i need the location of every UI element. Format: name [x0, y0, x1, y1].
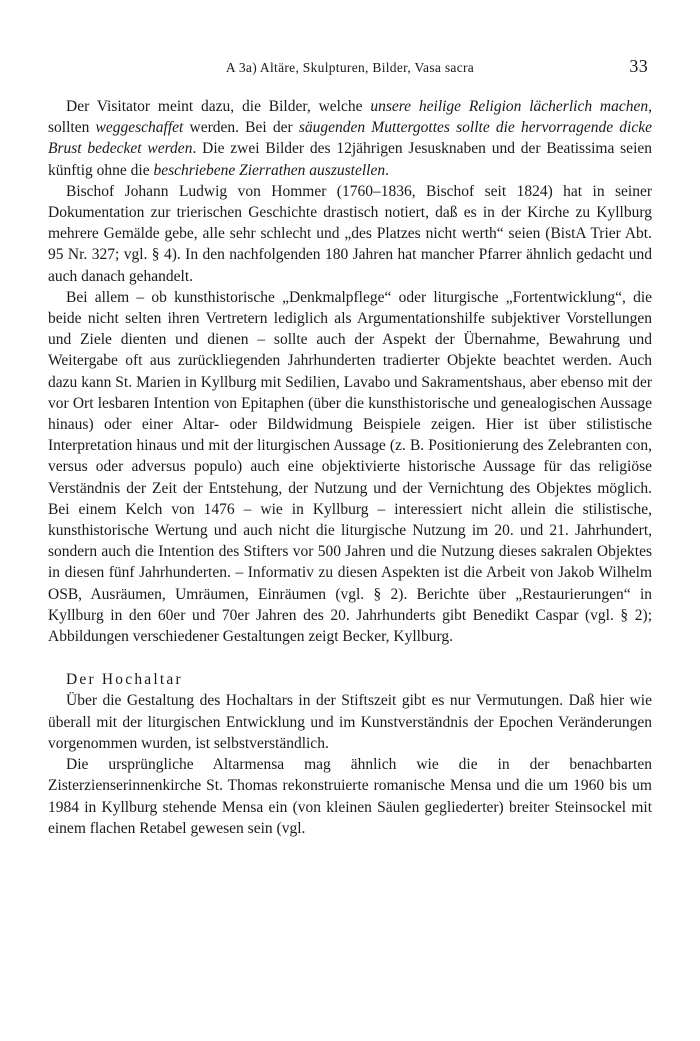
- page-number: 33: [629, 56, 648, 76]
- running-title: A 3a) Altäre, Skulpturen, Bilder, Vasa sacra: [225, 60, 475, 75]
- italic-quote: beschriebene Zierrathen auszustellen: [153, 161, 386, 179]
- text-run: werden. Bei der: [183, 119, 299, 137]
- section-paragraph: Über die Gestaltung des Hochaltars in der Stiftszeit gibt es nur Vermutungen. Daß hier wie überall mit der liturgischen Entwicklung und im Kunstverständnis der Epochen Veränderungen vorgenommen wurden, ist selbstverständlich.: [48, 692, 652, 752]
- section-paragraph: Die ursprüngliche Altarmensa mag ähnlich wie die in der benachbarten Zisterzienserinnenkirche St. Thomas rekonstruierte romanische Mensa und die um 1960 bis um 1984 in Kyllburg stehende Mensa ein (von kleinen Säulen gegliederter) breiter Steinsockel mit einem flachen Retabel gewesen sein (vgl.: [48, 756, 652, 837]
- text-run: Bischof Johann Ludwig von Hommer (1760–1836, Bischof seit 1824) hat in seiner Dokumentation zur trierischen Geschichte drastisch notiert, daß es in der Kirche zu Kyllburg mehrere Gemälde gebe, alle sehr schlecht und „des Platzes nicht werth“ seien (BistA Trier Abt. 95 Nr. 327; vgl. § 4). In den nachfolgenden 180 Jahren hat mancher Pfarrer ähnlich gedacht und auch danach gehandelt.: [48, 182, 652, 285]
- text-run: . Die zwei Bilder des 12jährigen Jesusknaben und der Beatissima seien künftig ohne die: [48, 140, 653, 179]
- italic-quote: säugenden Muttergottes sollte die hervorragende dicke Brust bedecket werden: [48, 119, 652, 158]
- body-text: [48, 96, 652, 839]
- italic-quote: weggeschaffet: [95, 119, 184, 137]
- paragraph: [48, 287, 652, 647]
- running-head: [48, 56, 652, 82]
- section-heading: Der Hochaltar: [66, 671, 183, 689]
- paragraph: [48, 96, 652, 181]
- text-run: , sollten: [48, 98, 652, 137]
- italic-quote: unsere heilige Religion lächerlich machen: [370, 98, 649, 115]
- book-page: [48, 56, 652, 839]
- text-run: Der Visitator meint dazu, die Bilder, welche: [66, 98, 371, 115]
- text-run: Bei allem – ob kunsthistorische „Denkmalpflege“ oder liturgische „Fortentwicklung“, die beide nicht selten ihren Vertretern lediglich als Argumentationshilfe subjektiver Vorstellungen und Ziele dienten und dienen – sollte auch der Aspekt der Übernahme, Bewahrung und Weitergabe oft aus zurückliegenden Jahrhunderten tradierter Objekte beachtet werden. Auch dazu kann St. Marien in Kyllburg mit Sedilien, Lavabo und Sakramentshaus, aber ebenso mit der vor Ort lesbaren Intention von Epitaphen (über die kunsthistorische und genealogischen Aussage hinaus) oder einer Altar- oder Bildwidmung Beispiele zeigen. Hier ist über stilistische Interpretation hinaus und mit der liturgischen Aussage (z. B. Positionierung des Zelebranten con, versus oder adversus populo) auch eine objektivierte historische Aussage für das religiöse Verständnis der Zeit der Entstehung, der Nutzung und der Vernichtung des Objektes möglich. Bei einem Kelch von 1476 – wie in Kyllburg – interessiert nicht allein die stilistische, kunsthistorische Wertung und auch nicht die liturgische Nutzung im 20. und 21. Jahrhundert, sondern auch die Intention des Stifters vor 500 Jahren und die Nutzung dieses sakralen Objektes in diesen fünf Jahrhunderten. – Informativ zu diesen Aspekten ist die Arbeit von Jakob Wilhelm OSB, Ausräumen, Umräumen, Einräumen (vgl. § 2). Berichte über „Restaurierungen“ in Kyllburg in den 60er und 70er Jahren des 20. Jahrhunderts gibt Benedikt Caspar (vgl. § 2); Abbildungen verschiedener Gestaltungen zeigt Becker, Kyllburg.: [48, 288, 652, 646]
- paragraph: [48, 181, 652, 287]
- text-run: .: [385, 161, 389, 179]
